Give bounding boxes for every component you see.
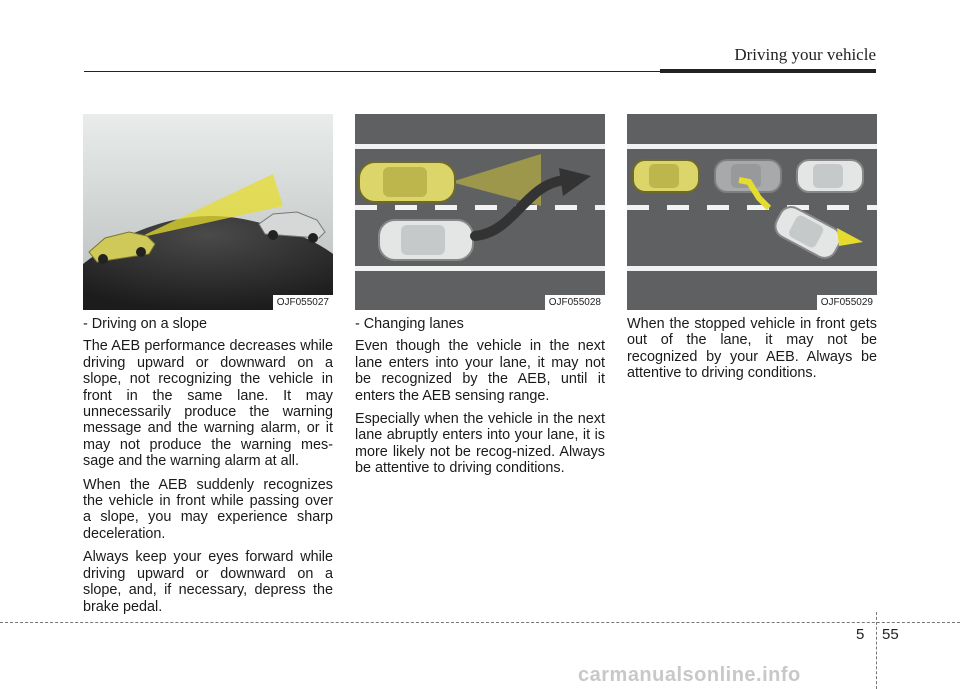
paragraph: Even though the vehicle in the next lane enters into your lane, it may not be recognized by the AEB, until it enters the AEB sensing range. <box>355 338 605 404</box>
figure-slope <box>83 114 333 310</box>
stopped-car-ghost <box>715 160 781 192</box>
section-heading: - Driving on a slope <box>83 316 207 332</box>
lane-change-illustration <box>355 114 605 310</box>
figure-stopped-vehicle <box>627 114 877 310</box>
paragraph: When the AEB suddenly recognizes the vehicle in front while passing over a slope, you may experience sharp deceleration. <box>83 476 333 542</box>
section-heading: - Changing lanes <box>355 316 464 332</box>
stopped-vehicle-illustration <box>627 114 877 310</box>
figure-code: OJF055029 <box>817 295 877 310</box>
header-rule-accent <box>660 69 876 73</box>
car-far-ahead <box>797 160 863 192</box>
text-column-lanes <box>355 316 605 484</box>
paragraph: When the stopped vehicle in front gets out of the lane, it may not be recognized by your AEB. Always be attentive to driving conditions. <box>627 316 877 382</box>
figure-code: OJF055028 <box>545 295 605 310</box>
own-car-yellow <box>359 162 455 202</box>
slope-illustration <box>83 114 333 310</box>
text-column-slope <box>83 316 333 622</box>
own-car-yellow <box>633 160 699 192</box>
footer-divider <box>876 612 877 689</box>
paragraph: Always keep your eyes forward while driving upward or downward on a slope, and, if necessary, depress the brake pedal. <box>83 549 333 615</box>
page-header-title: Driving your vehicle <box>734 45 876 64</box>
page-number: 55 <box>882 626 899 643</box>
chapter-number: 5 <box>856 626 865 643</box>
paragraph: Especially when the vehicle in the next lane abruptly enters into your lane, it is more likely not be recog-nized. Always be attentive to driving conditions. <box>355 411 605 477</box>
text-column-stopped <box>627 316 877 389</box>
figure-changing-lanes <box>355 114 605 310</box>
paragraph: The AEB performance decreases while driving upward or downward on a slope, not recognizing the vehicle in front in the same lane. It may unnecessarily produce the warning message and the warning alarm, or it may not produce the warning mes-sage and the warning alarm at all. <box>83 338 333 470</box>
footer-rule <box>0 622 960 623</box>
header-rule <box>84 71 660 72</box>
car-next-lane-silver <box>379 220 473 260</box>
figure-code: OJF055027 <box>273 295 333 310</box>
watermark: carmanualsonline.info <box>578 664 801 686</box>
